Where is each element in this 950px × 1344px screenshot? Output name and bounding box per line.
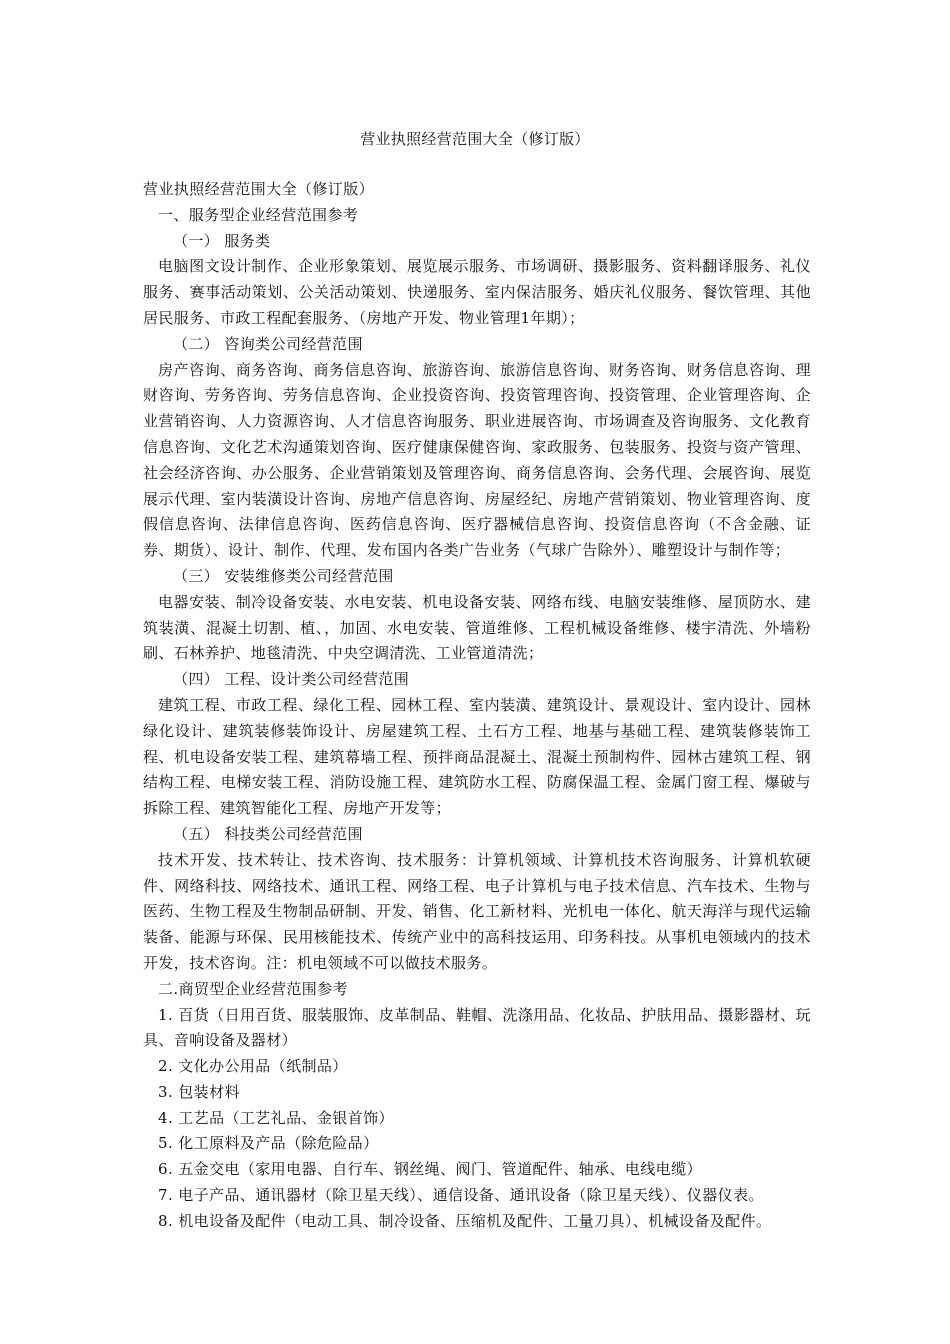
list-item: 4. 工艺品（工艺礼品、金银首饰） xyxy=(158,1108,394,1127)
subsection-heading-engineering: （四） 工程、设计类公司经营范围 xyxy=(173,670,410,689)
paragraph-installation: 电器安装、制冷设备安装、水电安装、机电设备安装、网络布线、电脑安装维修、屋顶防水、建筑装潢、混凝土切割、植、，加固、水电安装、管道维修、工程机械设备维修、楼宇清洗、外墙粉刷、石林养护、地毯清洗、中央空调清洗、工业管道清洗； xyxy=(143,592,811,663)
list-item: 3. 包装材料 xyxy=(158,1082,240,1101)
paragraph-heading: 营业执照经营范围大全（修订版） xyxy=(143,180,375,198)
subsection-heading-services: （一） 服务类 xyxy=(173,231,271,250)
paragraph-consulting: 房产咨询、商务咨询、商务信息咨询、旅游咨询、旅游信息咨询、财务咨询、财务信息咨询、理财咨询、劳务咨询、劳务信息咨询、企业投资咨询、投资管理咨询、投资管理、企业管理咨询、企业营销咨询、人力资源咨询、人才信息咨询服务、职业进展咨询、市场调查及咨询服务、文化教育信息咨询、文化艺术沟通策划咨询、医疗健康保健咨询、家政服务、包装服务、投资与资产管理、社会经济咨询、办公服务、企业营销策划及管理咨询、商务信息咨询、会务代理、会展咨询、展览展示代理、室内装潢设计咨询、房地产信息咨询、房屋经纪、房地产营销策划、物业管理咨询、度假信息咨询、法律信息咨询、医药信息咨询、医疗器械信息咨询、投资信息咨询（不含金融、证券、期货）、设计、制作、代理、发布国内各类广告业务（气球广告除外）、雕塑设计与制作等； xyxy=(143,360,811,560)
list-item: 7. 电子产品、通讯器材（除卫星天线）、通信设备、通讯设备（除卫星天线）、仪器仪表。 xyxy=(158,1186,764,1205)
list-item: 6. 五金交电（家用电器、自行车、钢丝绳、阀门、管道配件、轴承、电线电缆） xyxy=(158,1160,702,1179)
document-title: 营业执照经营范围大全（修订版） xyxy=(360,130,590,148)
list-item: 5. 化工原料及产品（除危险品） xyxy=(158,1134,379,1153)
list-item: 8. 机电设备及配件（电动工具、制冷设备、压缩机及配件、工量刀具）、机械设备及配件。 xyxy=(158,1211,772,1230)
subsection-heading-technology: （五） 科技类公司经营范围 xyxy=(173,824,363,843)
paragraph-engineering: 建筑工程、市政工程、绿化工程、园林工程、室内装潢、建筑设计、景观设计、室内设计、园林绿化设计、建筑装修装饰设计、房屋建筑工程、土石方工程、地基与基础工程、建筑装修装饰工程、机电设备安装工程、建筑幕墙工程、预拌商品混凝土、混凝土预制构件、园林古建筑工程、钢结构工程、电梯安装工程、消防设施工程、建筑防水工程、防腐保温工程、金属门窗工程、爆破与拆除工程、建筑智能化工程、房地产开发等； xyxy=(143,695,811,818)
list-item: 1. 百货（日用百货、服装服饰、皮革制品、鞋帽、洗涤用品、化妆品、护肤用品、摄影器材、玩具、音响设备及器材） xyxy=(143,1005,811,1050)
paragraph-services: 电脑图文设计制作、企业形象策划、展览展示服务、市场调研、摄影服务、资料翻译服务、礼仪服务、赛事活动策划、公关活动策划、快递服务、室内保洁服务、婚庆礼仪服务、餐饮管理、其他居民服务、市政工程配套服务、（房地产开发、物业管理1年期）； xyxy=(143,257,811,327)
subsection-heading-installation: （三） 安装维修类公司经营范围 xyxy=(173,566,394,585)
section-heading-trade: 二.商贸型企业经营范围参考 xyxy=(158,979,348,998)
list-item: 2. 文化办公用品（纸制品） xyxy=(158,1057,348,1076)
paragraph-technology: 技术开发、技术转让、技术咨询、技术服务：计算机领域、计算机技术咨询服务、计算机软硬件、网络科技、网络技术、通讯工程、网络工程、电子计算机与电子技术信息、汽车技术、生物与医药、生物工程及生物制品研制、开发、销售、化工新材料、光机电一体化、航天海洋与现代运输装备、能源与环保、民用核能技术、传统产业中的高科技运用、印务科技。从事机电领域内的技术开发，技术咨询。注：机电领域不可以做技术服务。 xyxy=(143,850,811,972)
section-heading-services: 一、服务型企业经营范围参考 xyxy=(158,205,359,224)
subsection-heading-consulting: （二） 咨询类公司经营范围 xyxy=(173,334,363,353)
document-body xyxy=(143,177,811,1235)
